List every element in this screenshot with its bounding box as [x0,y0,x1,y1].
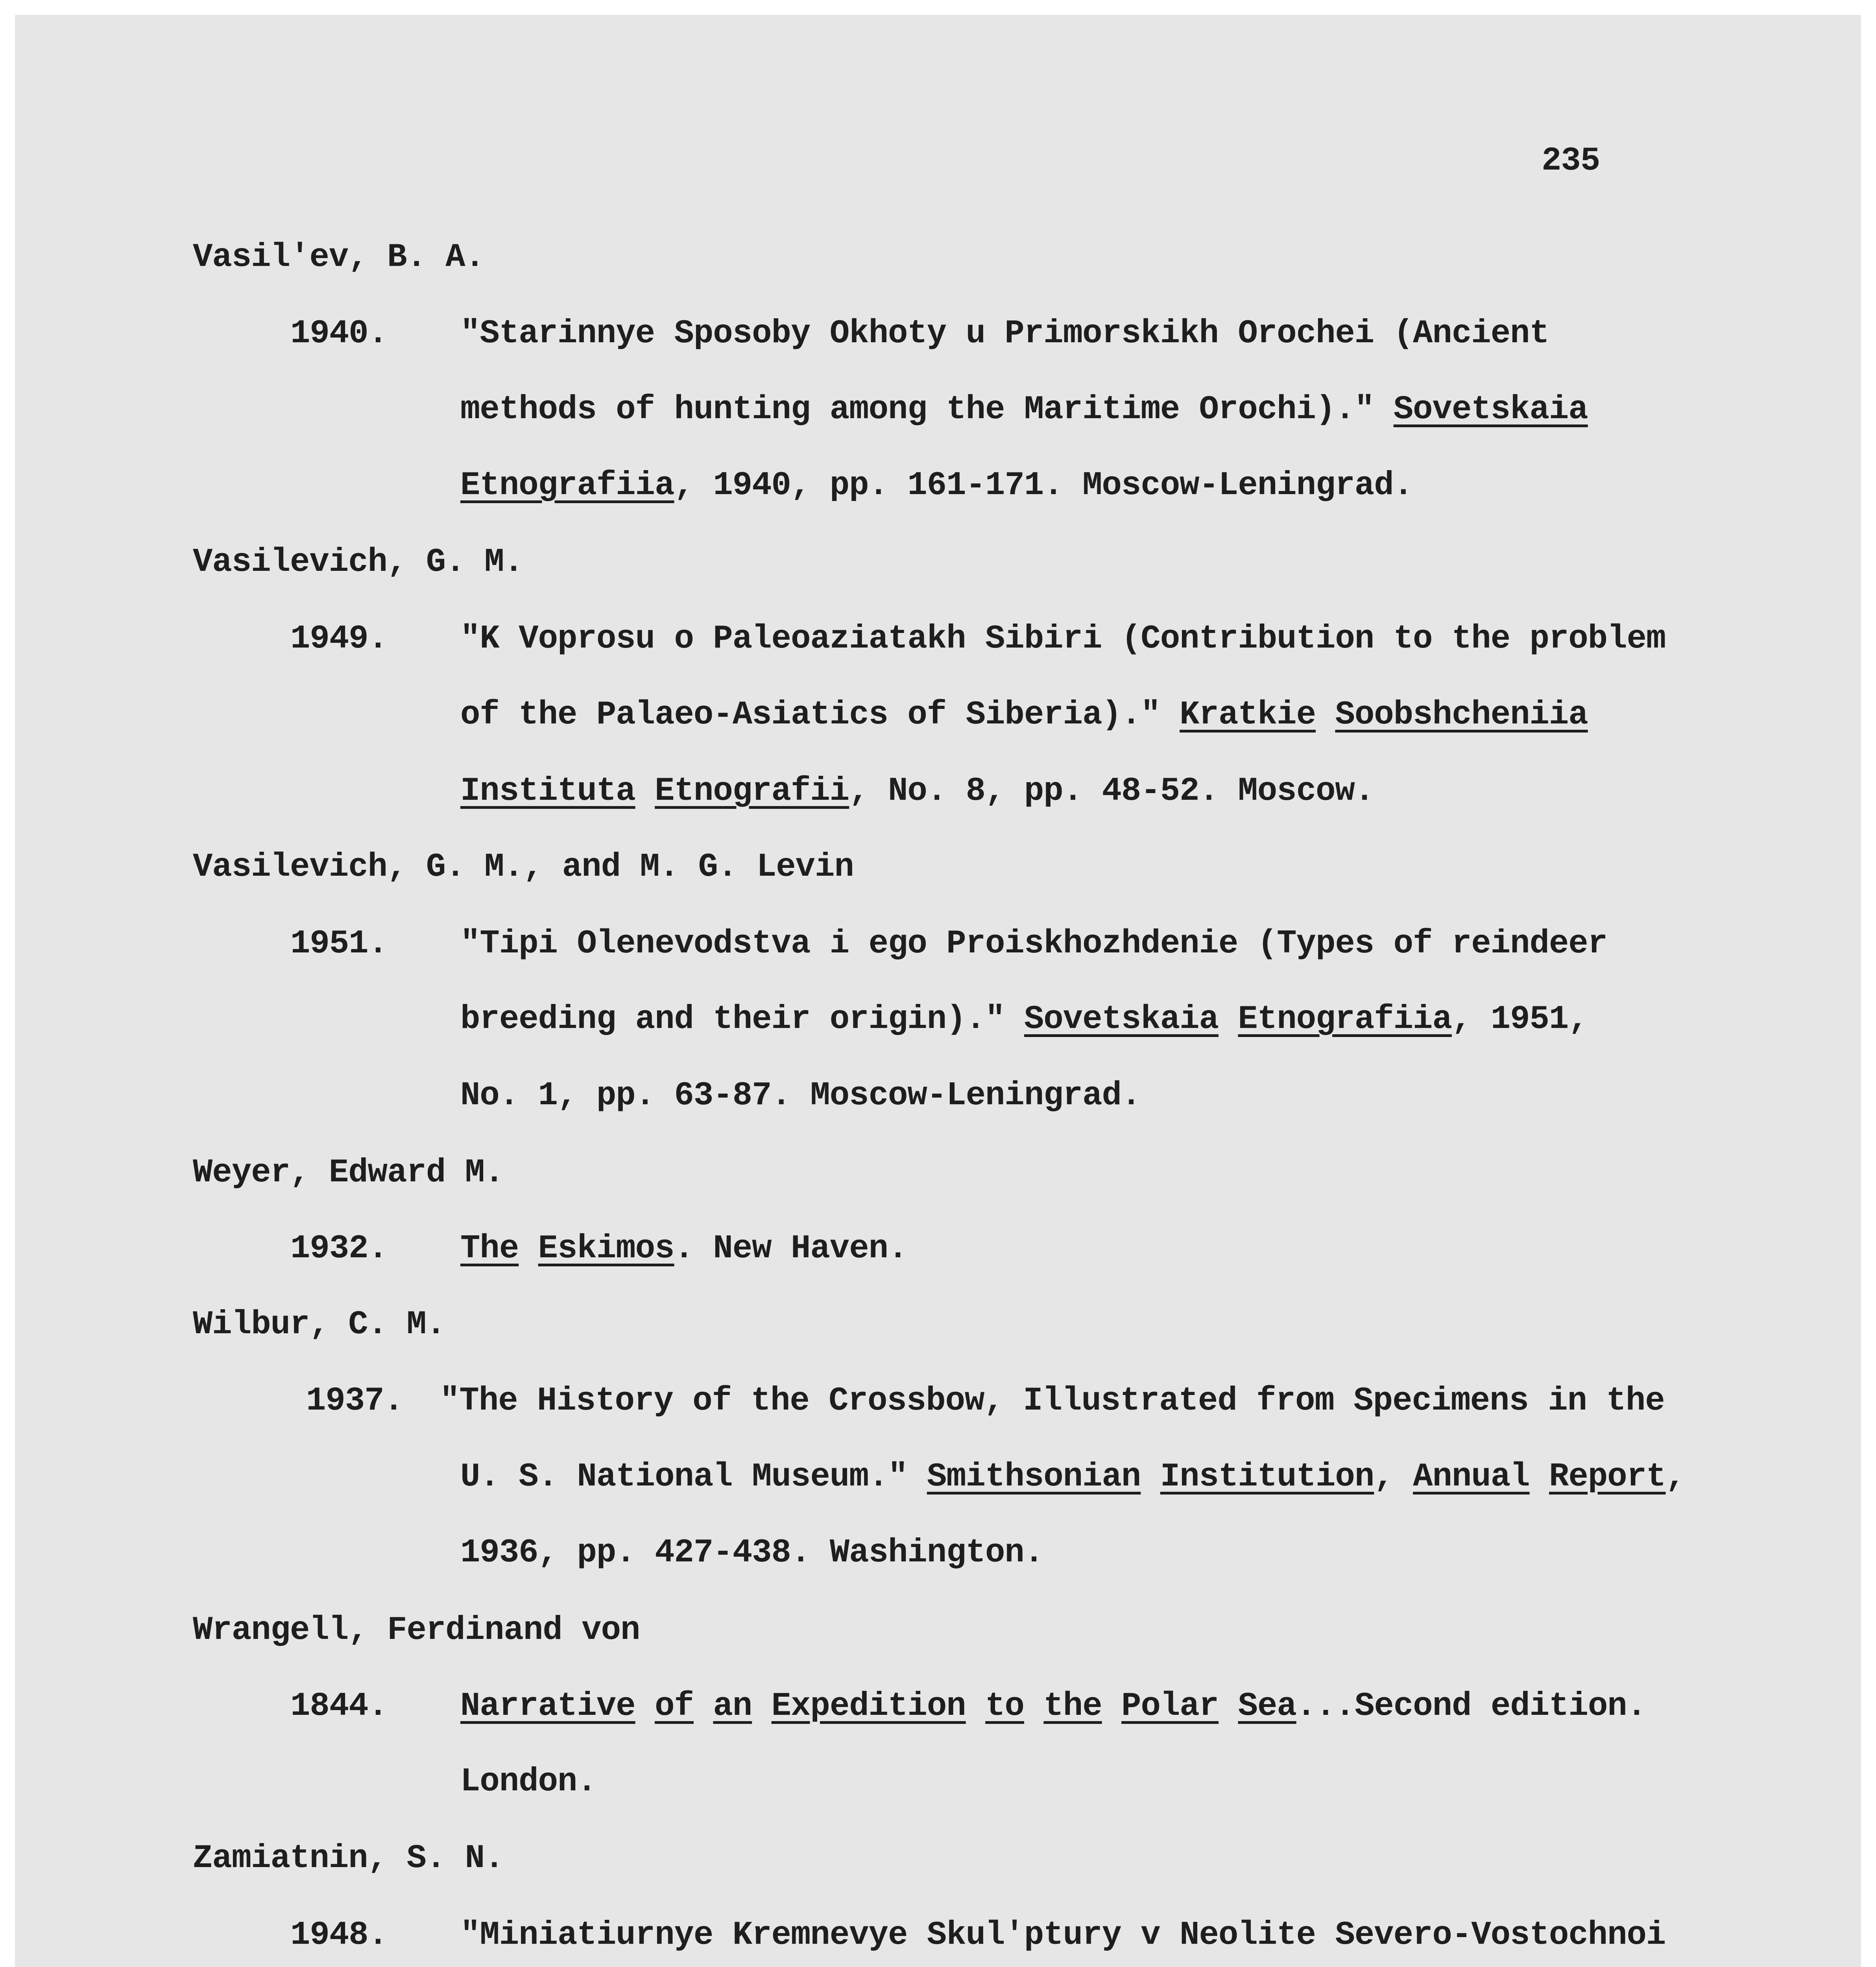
book-title: Narrative [460,1688,635,1725]
author-vasilevich: Vasilevich, G. M. [193,544,523,581]
entry-text: "The History of the Crossbow, Illustrated from Specimens in the [440,1382,1665,1420]
year-1948: 1948. [290,1917,388,1954]
page-number: 235 [1542,142,1600,180]
journal-title: Etnografii [655,773,849,810]
entry-text: . New Haven. [674,1230,908,1268]
journal-title: Sovetskaia [1024,1001,1219,1038]
journal-title: Institution [1160,1458,1374,1496]
author-wilbur: Wilbur, C. M. [193,1306,446,1343]
book-title: to [985,1688,1024,1725]
journal-title: Etnografiia [1238,1001,1452,1038]
entry-text: 1936, pp. 427-438. Washington. [460,1534,1044,1572]
journal-title: Instituta [460,773,635,810]
entry-text [460,1230,908,1268]
entry-text: No. 1, pp. 63-87. Moscow-Leningrad. [460,1077,1141,1115]
author-vasilevich-levin: Vasilevich, G. M., and M. G. Levin [193,849,854,886]
journal-title: Sovetskaia [1393,391,1588,428]
book-title: of [655,1688,694,1725]
entry-text: , No. 8, pp. 48-52. Moscow. [849,773,1374,810]
author-wrangell: Wrangell, Ferdinand von [193,1612,640,1649]
book-title: the [1043,1688,1102,1725]
entry-text: of the Palaeo-Asiatics of Siberia)." [460,696,1160,734]
journal-title: Etnografiia [460,467,674,504]
journal-title: Annual [1413,1458,1530,1496]
entry-text: breeding and their origin)." [460,1001,1005,1038]
entry-text: methods of hunting among the Maritime Orochi)." [460,391,1374,428]
entry-text: , 1951, [1451,1001,1588,1038]
entry-text [460,775,1374,808]
entry-text: London. [460,1763,596,1801]
book-title: an [713,1688,752,1725]
journal-title: Report [1549,1458,1666,1496]
journal-title: Smithsonian [927,1458,1141,1496]
entry-text: "Miniatiurnye Kremnevye Skul'ptury v Neolite Severo-Vostochnoi [460,1917,1666,1954]
year-1937: 1937. [306,1382,404,1420]
year-1844: 1844. [290,1688,388,1725]
year-1932: 1932. [290,1230,388,1268]
author-weyer: Weyer, Edward M. [193,1154,504,1192]
year-1940: 1940. [290,315,388,352]
journal-title: Kratkie [1180,696,1316,734]
entry-text [460,393,1588,426]
entry-text: , 1940, pp. 161-171. Moscow-Leningrad. [674,467,1413,504]
book-title: Sea [1238,1688,1296,1725]
entry-text: ...Second edition. [1296,1688,1647,1725]
entry-text: U. S. National Museum." Smithsonian Institution, Annual Report, [460,1458,1685,1496]
author-zamiatnin: Zamiatnin, S. N. [193,1840,504,1877]
author-vasilev: Vasil'ev, B. A. [193,239,485,276]
entry-text: "Tipi Olenevodstva i ego Proiskhozhdenie (Types of reindeer [460,925,1608,963]
book-title: The [460,1230,519,1268]
entry-text [460,1690,1646,1723]
book-title: Polar [1121,1688,1219,1725]
entry-text [460,696,1588,734]
entry-text: "K Voprosu o Paleoaziatakh Sibiri (Contribution to the problem [460,620,1666,658]
book-title: Expedition [771,1688,966,1725]
book-title: Eskimos [538,1230,674,1268]
entry-text [460,1003,1588,1036]
entry-text [460,469,1413,502]
year-1951: 1951. [290,925,388,963]
entry-text: "Starinnye Sposoby Okhoty u Primorskikh Orochei (Ancient [460,315,1549,352]
entry-text: U. S. National Museum." [460,1458,908,1496]
year-1949: 1949. [290,620,388,658]
document-page [15,15,1861,1967]
journal-title: Soobshcheniia [1335,696,1588,734]
